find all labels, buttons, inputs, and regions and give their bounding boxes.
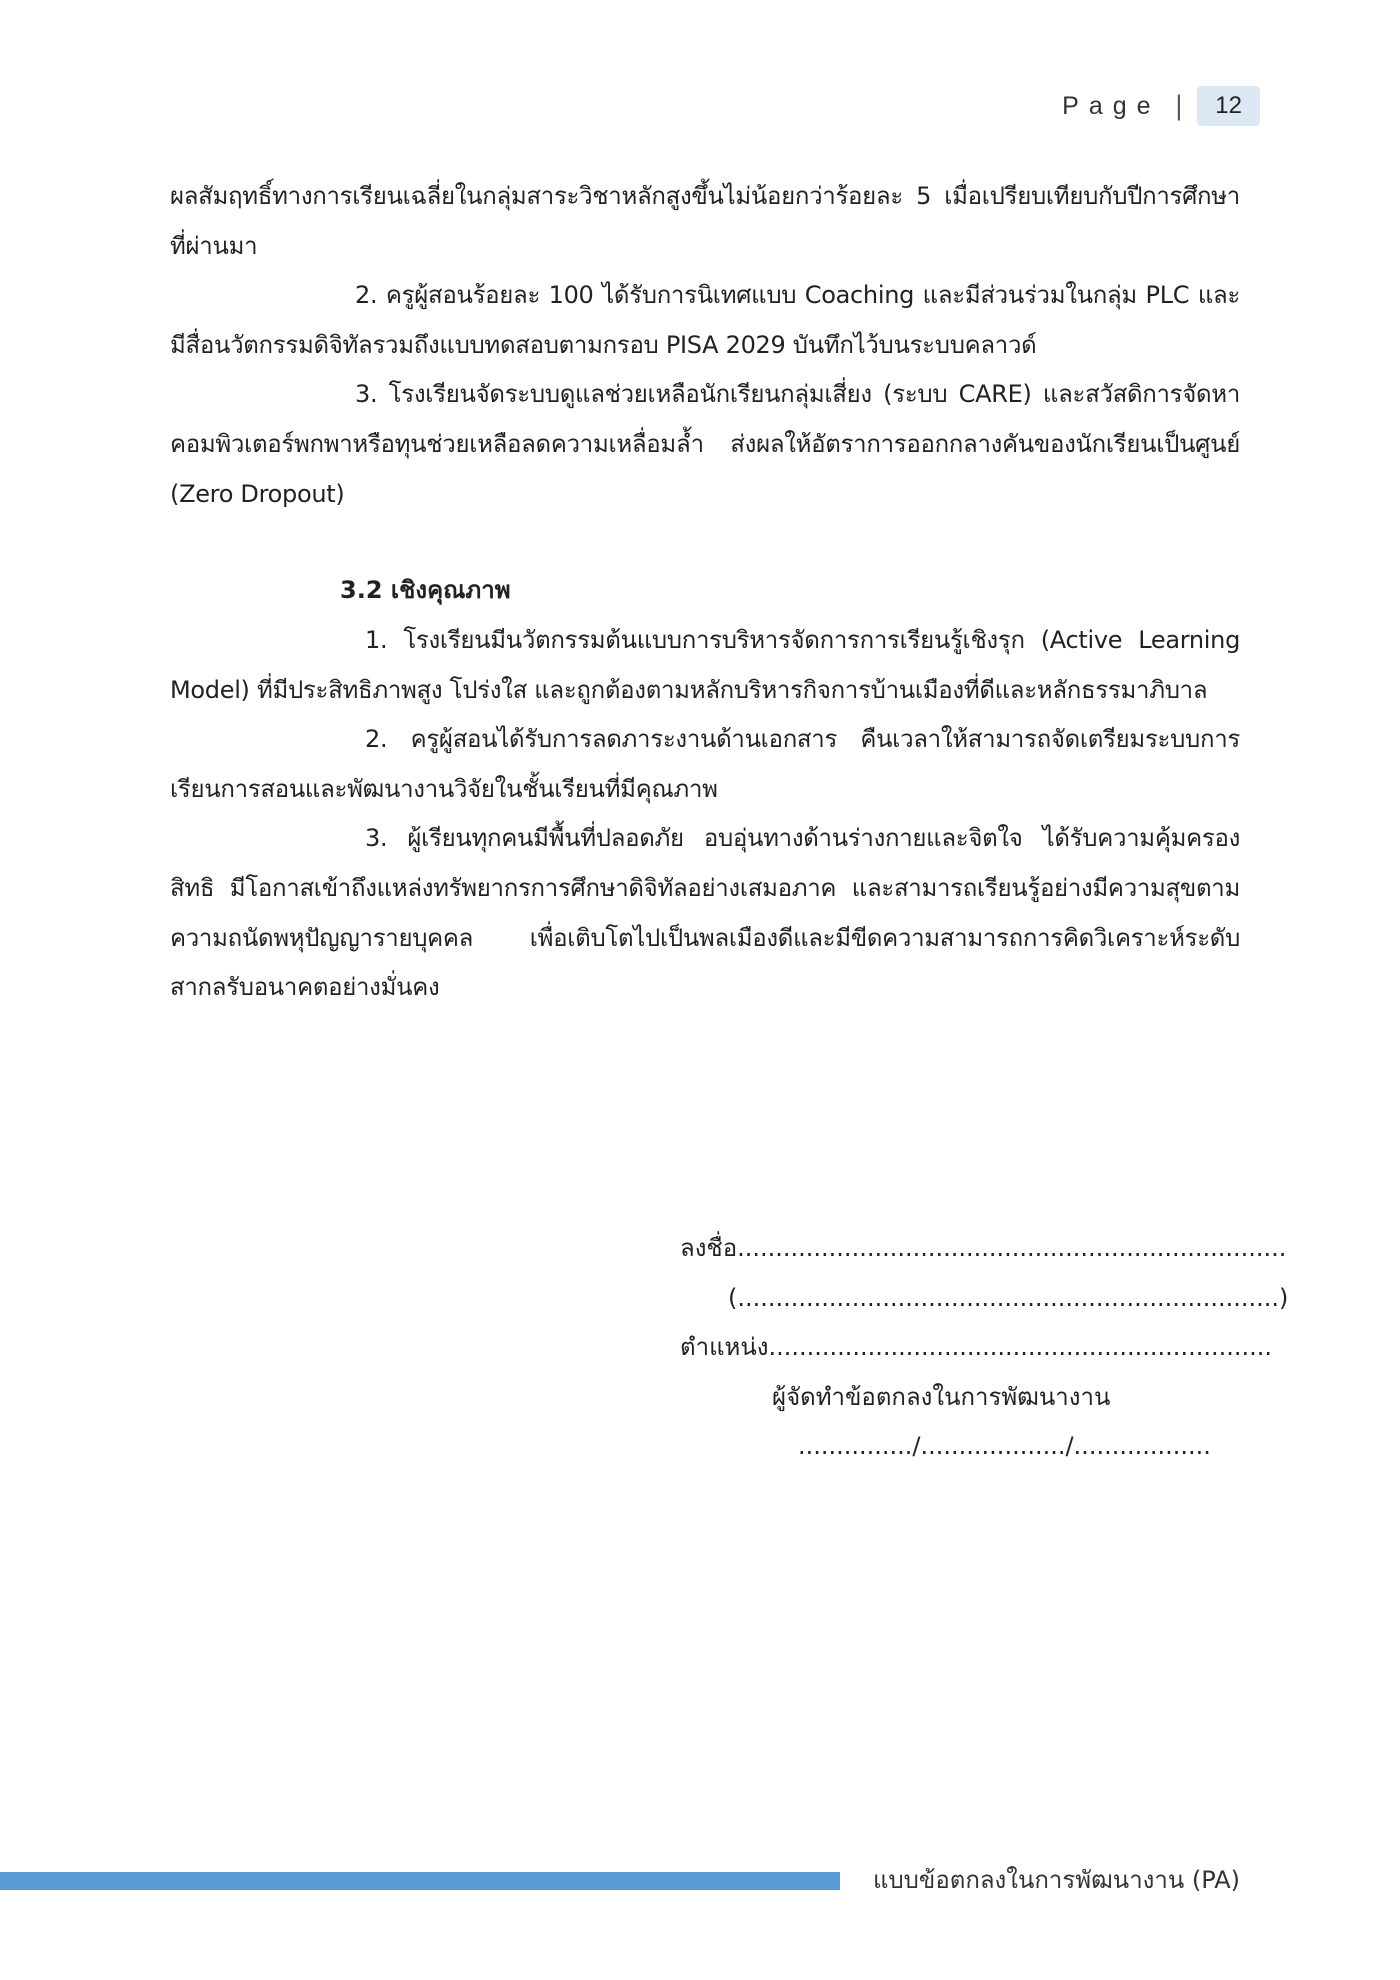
page-label: Page [1062,91,1161,120]
paragraph-continuation: ผลสัมฤทธิ์ทางการเรียนเฉลี่ยในกลุ่มสาระวิชาหลักสูงขึ้นไม่น้อยกว่าร้อยละ 5 เมื่อเปรียบเทียบกับปีการศึกษาที่ผ่านมา [170,182,1240,260]
footer-accent-bar [0,1872,840,1890]
qualitative-item-3: 3. ผู้เรียนทุกคนมีพื้นที่ปลอดภัย อบอุ่นทางด้านร่างกายและจิตใจ ได้รับความคุ้มครองสิทธิ มีโอกาสเข้าถึงแหล่งทรัพยากรการศึกษาดิจิทัลอย่างเสมอภาค และสามารถเรียนรู้อย่างมีความสุขตามความถนัดพหุปัญญารายบุคคล เพื่อเติบโตไปเป็นพลเมืองดีและมีขีดความสามารถการคิดวิเคราะห์ระดับสากลรับอนาคตอย่างมั่นคง [170,824,1240,1002]
page-number-badge: 12 [1197,86,1260,126]
signature-block [680,1224,1289,1472]
page-header [1062,86,1260,126]
qualitative-item-1: 1. โรงเรียนมีนวัตกรรมต้นแบบการบริหารจัดการการเรียนรู้เชิงรุก (Active Learning Model) ที่มีประสิทธิภาพสูง โปร่งใส และถูกต้องตามหลักบริหารกิจการบ้านเมืองที่ดีและหลักธรรมาภิบาล [170,626,1240,704]
signer-role: ผู้จัดทำข้อตกลงในการพัฒนางาน [772,1382,1111,1411]
quantitative-goals-text [170,172,1240,519]
date-line: .............../.................../.................. [798,1432,1211,1461]
paragraph-item-3: 3. โรงเรียนจัดระบบดูแลช่วยเหลือนักเรียนกลุ่มเสี่ยง (ระบบ CARE) และสวัสดิการจัดหาคอมพิวเตอร์พกพาหรือทุนช่วยเหลือลดความเหลื่อมล้ำ ส่งผลให้อัตราการออกกลางคันของนักเรียนเป็นศูนย์ (Zero Dropout) [170,380,1240,508]
signer-name-line: (.......................................................................) [728,1283,1289,1312]
paragraph-item-2: 2. ครูผู้สอนร้อยละ 100 ได้รับการนิเทศแบบ Coaching และมีส่วนร่วมในกลุ่ม PLC และมีสื่อนวัตกรรมดิจิทัลรวมถึงแบบทดสอบตามกรอบ PISA 2029 บันทึกไว้บนระบบคลาวด์ [170,281,1240,359]
qualitative-goals-text [170,616,1240,1013]
section-heading-qualitative: 3.2 เชิงคุณภาพ [340,576,511,604]
footer-title: แบบข้อตกลงในการพัฒนางาน (PA) [872,1866,1240,1894]
position-line: ตำแหน่ง.................................................................. [680,1333,1272,1362]
signature-line: ลงชื่อ........................................................................ [680,1234,1287,1262]
page-separator: | [1174,91,1184,121]
qualitative-item-2: 2. ครูผู้สอนได้รับการลดภาระงานด้านเอกสาร คืนเวลาให้สามารถจัดเตรียมระบบการเรียนการสอนและพัฒนางานวิจัยในชั้นเรียนที่มีคุณภาพ [170,725,1240,803]
